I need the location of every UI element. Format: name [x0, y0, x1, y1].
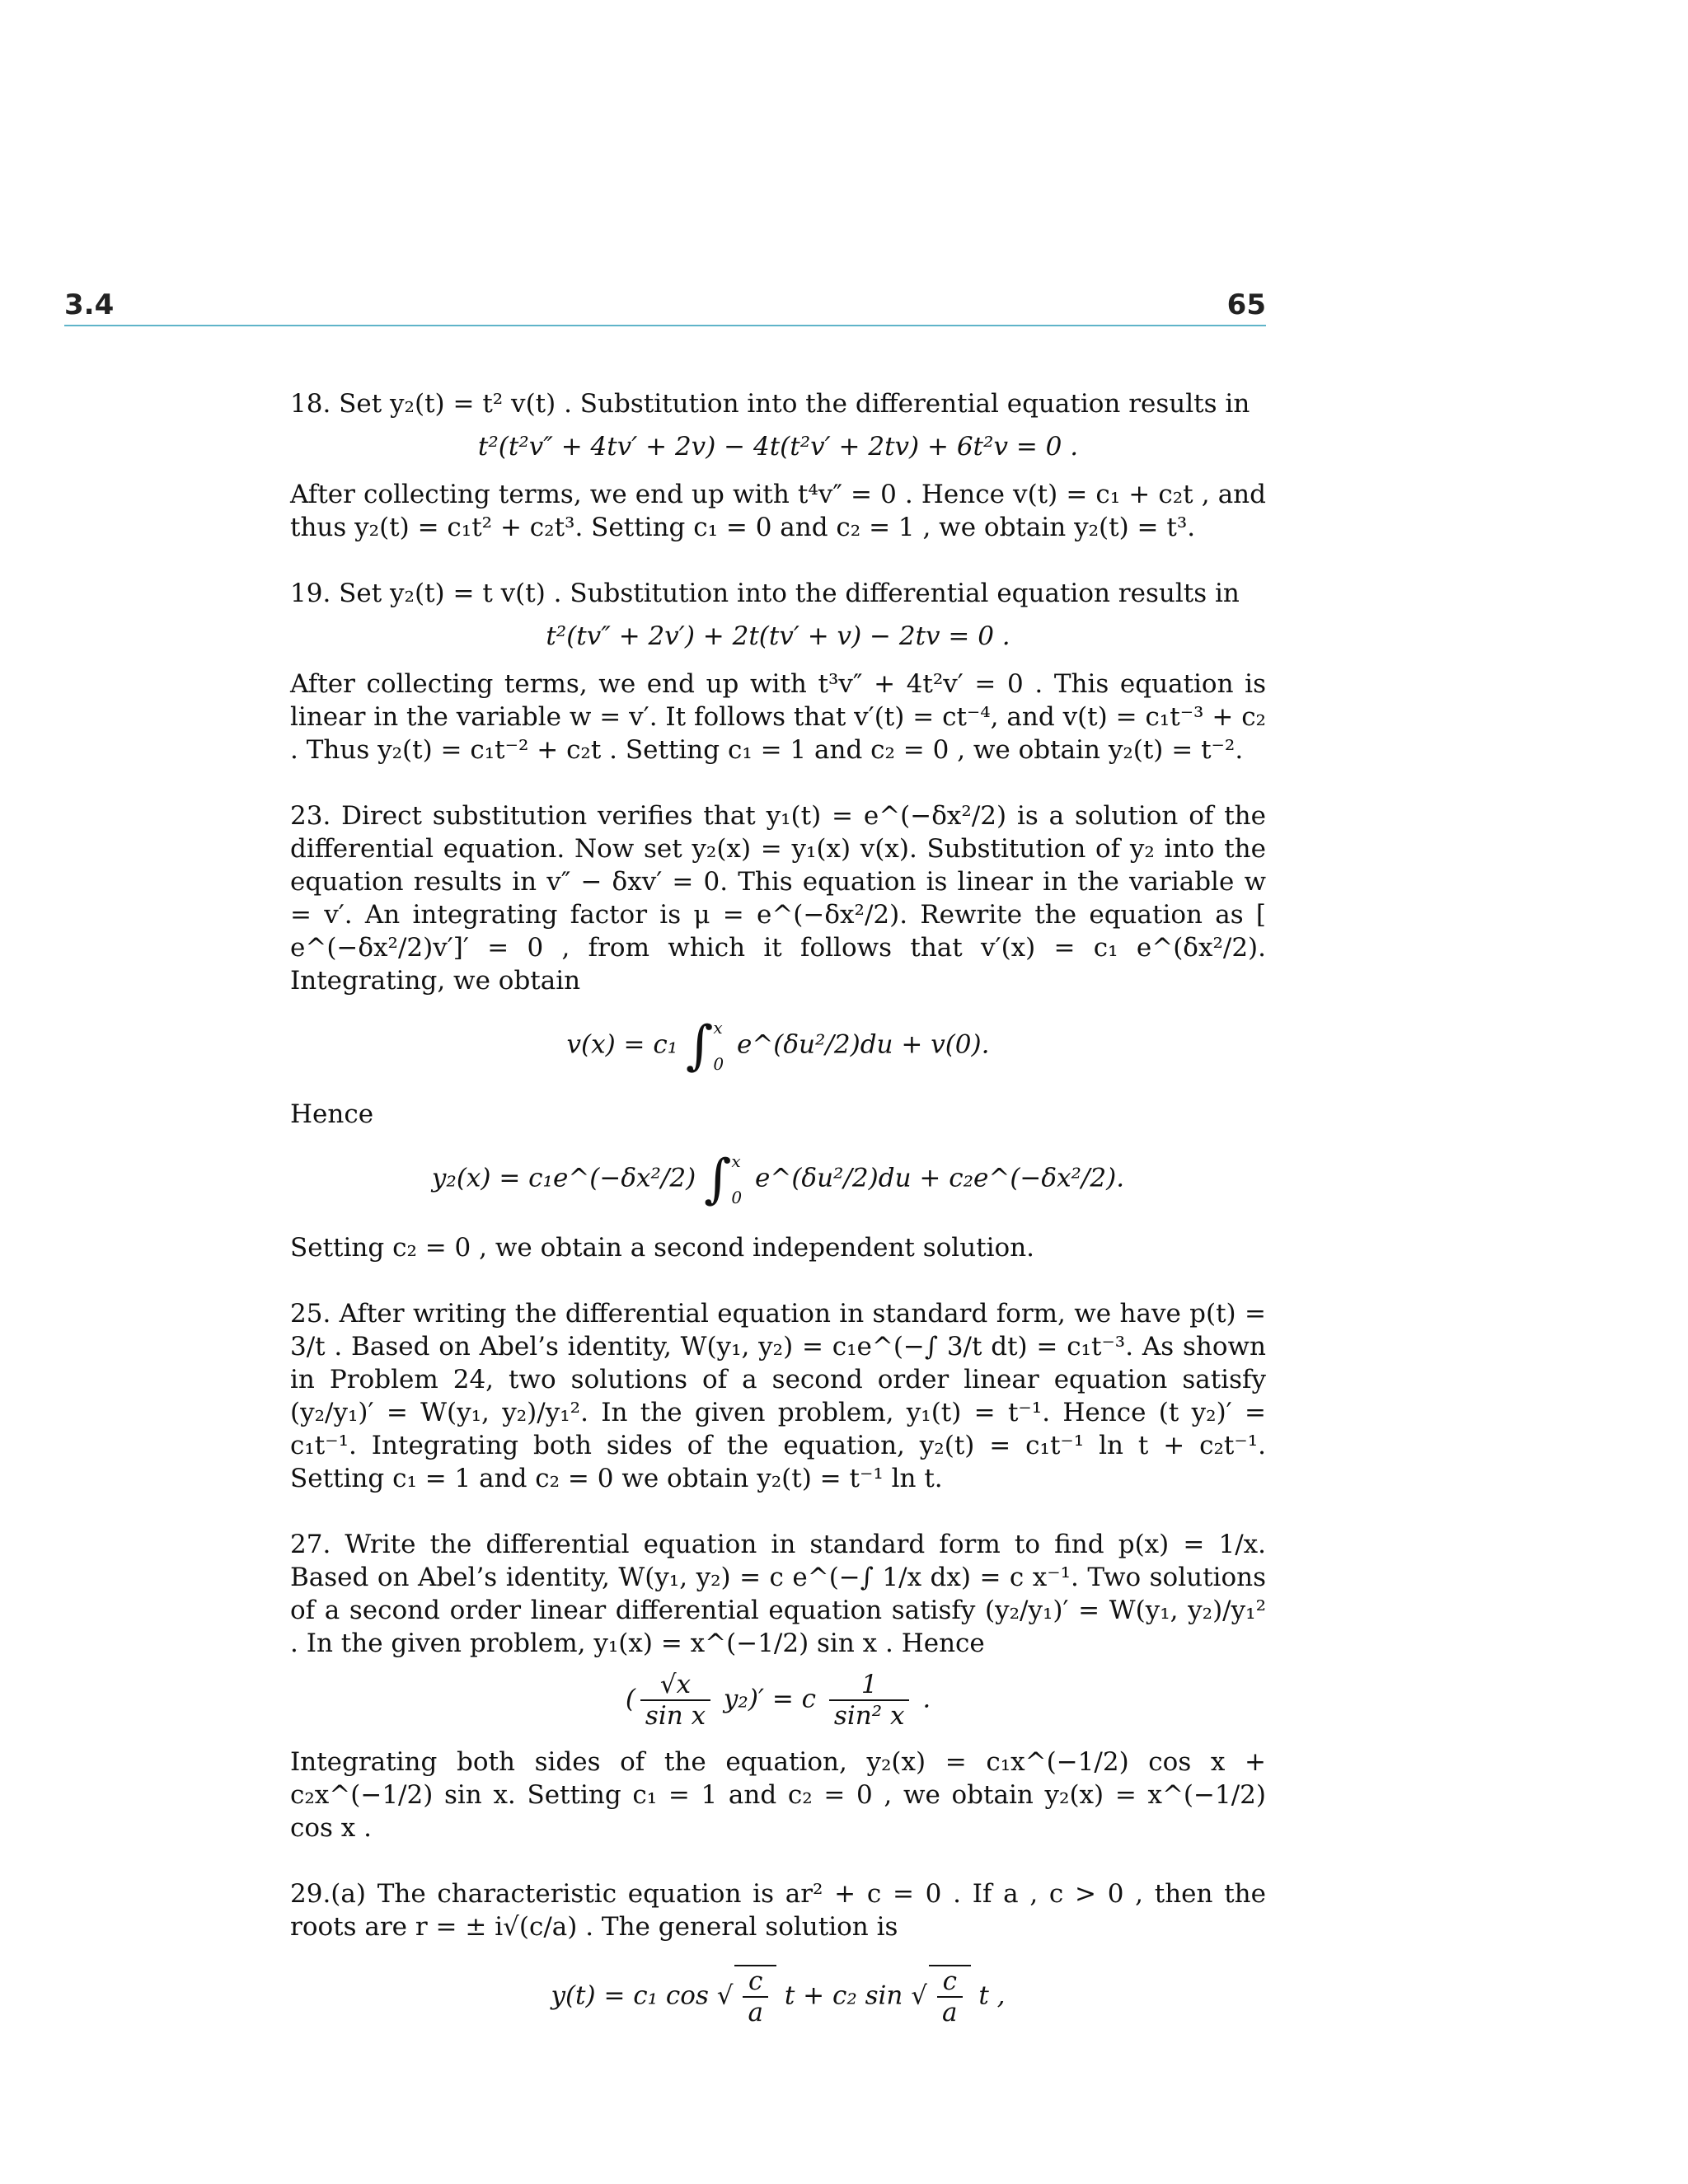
problem-25-body: 25. After writing the differential equation in standard form, we have p(t) = 3/t . Based on Abel’s identity, W(y₁, y₂) = c₁e^(−∫ 3/t dt) = c₁t⁻³. As shown in Problem 24, two solutions of a second order linear equation satisfy (y₂/y₁)′ = W(y₁, y₂)/y₁². In the given problem, y₁(t) = t⁻¹. Hence (t y₂)′ = c₁t⁻¹. Integrating both sides of the equation, y₂(t) = c₁t⁻¹ ln t + c₂t⁻¹. Setting c₁ = 1 and c₂ = 0 we obtain y₂(t) = t⁻¹ ln t. [290, 1299, 1266, 1493]
lower-limit: 0 [713, 1054, 724, 1074]
page-number: 65 [1226, 288, 1266, 321]
problem-29 [290, 1877, 1266, 2027]
problem-23-equation-1 [290, 1015, 1266, 1076]
integral-limits [731, 1152, 742, 1207]
header-rule [64, 325, 1266, 326]
problem-18 [290, 387, 1266, 544]
sqrt-sign: √ [716, 1980, 734, 2011]
upper-limit: x [713, 1018, 723, 1038]
fraction-denominator: a [942, 1998, 958, 2027]
integral-sign: ∫ [704, 1149, 732, 1210]
eq1-rhs: e^(δu²/2)du + v(0). [736, 1029, 990, 1060]
problem-27-outro: Integrating both sides of the equation, y₂(x) = c₁x^(−1/2) cos x + c₂x^(−1/2) sin x. Setting c₁ = 1 and c₂ = 0 , we obtain y₂(x) = x^(−1/2) cos x . [290, 1747, 1266, 1843]
problem-18-equation: t²(t²v″ + 4tv′ + 2v) − 4t(t²v′ + 2tv) + 6t²v = 0 . [477, 432, 1079, 462]
open-paren: ( [625, 1684, 635, 1714]
problem-19-equation: t²(tv″ + 2v′) + 2t(tv′ + v) − 2tv = 0 . [546, 621, 1010, 651]
page-body [290, 387, 1266, 2060]
eq1-lhs: v(x) = c₁ [566, 1029, 678, 1060]
problem-27-intro: 27. Write the differential equation in standard form to find p(x) = 1/x. Based on Abel’s identity, W(y₁, y₂) = c e^(−∫ 1/x dx) = c x⁻¹. Two solutions of a second order linear differential equation satisfy (y₂/y₁)′ = W(y₁, y₂)/y₁² . In the given problem, y₁(x) = x^(−1/2) sin x . Hence [290, 1530, 1266, 1658]
integral-limits [713, 1019, 724, 1073]
fraction-denominator: sin² x [833, 1701, 905, 1731]
eq-part-a: y(t) = c₁ cos [551, 1980, 709, 2011]
upper-limit: x [731, 1151, 741, 1171]
problem-19-intro: 19. Set y₂(t) = t v(t) . Substitution into the differential equation results in [290, 579, 1240, 608]
problem-23 [290, 799, 1266, 1264]
fraction-denominator: sin x [645, 1701, 706, 1731]
running-header [64, 280, 1266, 326]
problem-25 [290, 1297, 1266, 1495]
problem-23-equation-2 [290, 1149, 1266, 1210]
sqrt-radicand [929, 1965, 970, 2027]
problem-27 [290, 1528, 1266, 1844]
problem-27-equation [290, 1670, 1266, 1731]
problem-18-intro: 18. Set y₂(t) = t² v(t) . Substitution into the differential equation results in [290, 389, 1250, 419]
fraction-sqrt-x-over-sin-x [640, 1670, 710, 1731]
eq2-lhs: y₂(x) = c₁e^(−δx²/2) [431, 1163, 696, 1193]
integral-sign: ∫ [686, 1015, 714, 1076]
problem-23-outro: Setting c₂ = 0 , we obtain a second independent solution. [290, 1233, 1035, 1263]
problem-23-intro: 23. Direct substitution verifies that y₁(t) = e^(−δx²/2) is a solution of the differential equation. Now set y₂(x) = y₁(x) v(x). Substitution of y₂ into the equation results in v″ − δxv′ = 0. This equation is linear in the variable w = v′. An integrating factor is μ = e^(−δx²/2). Rewrite the equation as [ e^(−δx²/2)v′]′ = 0 , from which it follows that v′(x) = c₁ e^(δx²/2). Integrating, we obtain [290, 801, 1266, 996]
fraction-c-over-a [743, 1966, 767, 2027]
problem-29-intro: 29.(a) The characteristic equation is ar² + c = 0 . If a , c > 0 , then the roots are r = ± i√(c/a) . The general solution is [290, 1879, 1266, 1942]
fraction-numerator: c [743, 1966, 767, 1998]
sqrt-sign: √ [911, 1980, 928, 2011]
problem-18-body: After collecting terms, we end up with t⁴v″ = 0 . Hence v(t) = c₁ + c₂t , and thus y₂(t) = c₁t² + c₂t³. Setting c₁ = 0 and c₂ = 1 , we obtain y₂(t) = t³. [290, 480, 1266, 542]
fraction-denominator: a [748, 1998, 763, 2027]
problem-19 [290, 577, 1266, 766]
eq-part-c: t , [978, 1980, 1006, 2011]
eq-middle: y₂)′ = c [723, 1684, 817, 1714]
fraction-numerator: c [937, 1966, 962, 1998]
lower-limit: 0 [731, 1188, 743, 1207]
fraction-one-over-sin2 [829, 1670, 910, 1731]
fraction-c-over-a [937, 1966, 962, 2027]
sqrt-radicand [734, 1965, 776, 2027]
eq-part-b: t + c₂ sin [784, 1980, 903, 2011]
section-number: 3.4 [64, 288, 115, 321]
hence-label: Hence [290, 1099, 374, 1129]
eq2-rhs: e^(δu²/2)du + c₂e^(−δx²/2). [755, 1163, 1125, 1193]
problem-29-equation [290, 1965, 1266, 2027]
eq-end: . [922, 1684, 931, 1714]
fraction-numerator: 1 [829, 1670, 910, 1701]
problem-19-body: After collecting terms, we end up with t³v″ + 4t²v′ = 0 . This equation is linear in the variable w = v′. It follows that v′(t) = ct⁻⁴, and v(t) = c₁t⁻³ + c₂ . Thus y₂(t) = c₁t⁻² + c₂t . Setting c₁ = 1 and c₂ = 0 , we obtain y₂(t) = t⁻². [290, 669, 1266, 765]
fraction-numerator: √x [640, 1670, 710, 1701]
